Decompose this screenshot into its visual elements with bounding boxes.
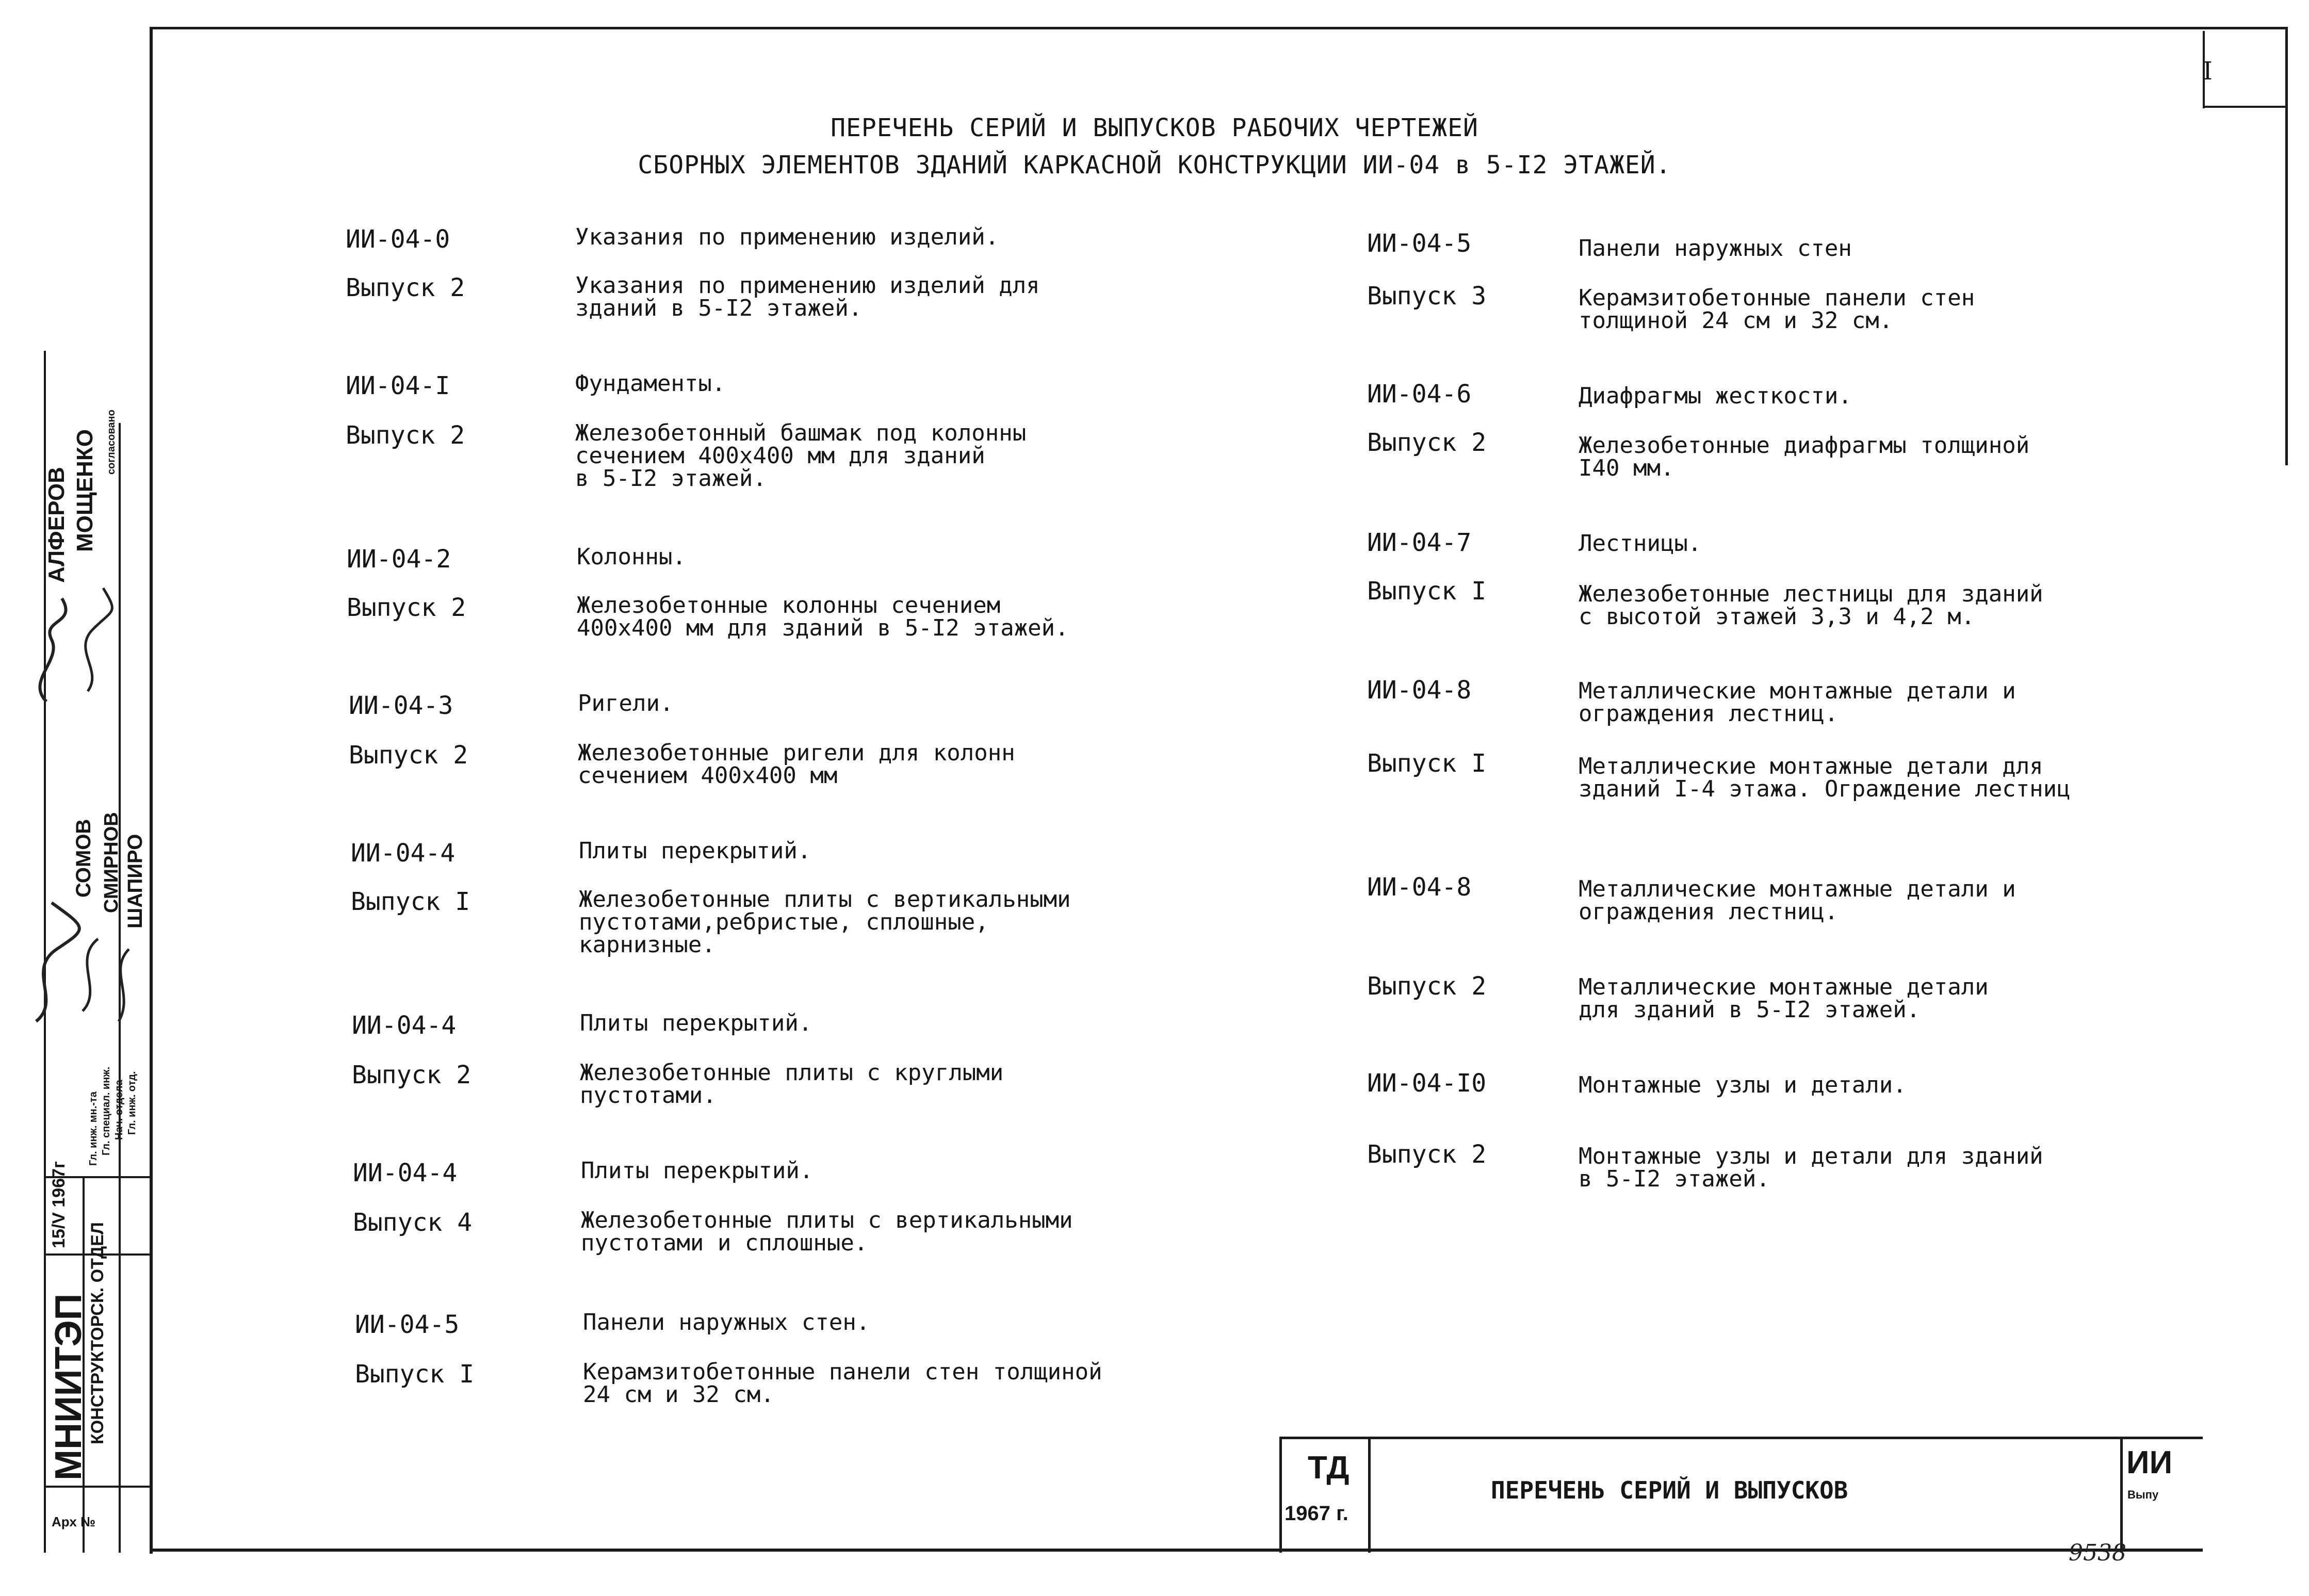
frame-bottom (150, 1549, 2203, 1552)
left-code: Выпуск 2 (347, 593, 466, 622)
side-name: МОЩЕНКО (72, 429, 97, 552)
right-desc: Металлические монтажные детали и ограждения лестниц. (1579, 876, 2016, 925)
right-desc: Железобетонные диафрагмы толщиной I40 мм. (1579, 432, 2030, 481)
left-desc: Железобетонные плиты с вертикальными пустотами,ребристые, сплошные, карнизные. (579, 886, 1071, 958)
right-desc: Керамзитобетонные панели стен толщиной 24 см и 32 см. (1579, 285, 1975, 334)
right-code: Выпуск 2 (1367, 1140, 1487, 1169)
side-role: Нач. отдела (113, 1080, 125, 1140)
left-desc: Панели наружных стен. (583, 1309, 870, 1336)
left-desc: Железобетонные ригели для колонн сечением 400х400 мм (578, 740, 1015, 789)
document-title-line1: ПЕРЕЧЕНЬ СЕРИЙ И ВЫПУСКОВ РАБОЧИХ ЧЕРТЕЖЕЙ (831, 113, 1478, 142)
stamp-title: ПЕРЕЧЕНЬ СЕРИЙ И ВЫПУСКОВ (1491, 1476, 1848, 1504)
left-desc: Ригели. (578, 690, 674, 716)
side-name: АЛФЕРОВ (44, 467, 69, 583)
right-code: ИИ-04-5 (1367, 229, 1472, 258)
right-desc: Монтажные узлы и детали. (1579, 1072, 1907, 1098)
right-desc: Железобетонные лестницы для зданий с высотой этажей 3,3 и 4,2 м. (1579, 581, 2043, 630)
right-code: ИИ-04-8 (1367, 873, 1472, 902)
left-desc: Плиты перекрытий. (581, 1158, 814, 1184)
side-agreed: согласовано (106, 410, 117, 475)
left-desc: Железобетонные колонны сечением 400х400 мм для зданий в 5-I2 этажей. (577, 592, 1069, 641)
left-desc: Керамзитобетонные панели стен толщиной 24 см и 32 см. (583, 1359, 1102, 1408)
right-code: ИИ-04-I0 (1367, 1069, 1487, 1098)
left-desc: Железобетонные плиты с круглыми пустотами. (580, 1060, 1004, 1109)
right-code: Выпуск I (1367, 749, 1487, 778)
side-arch-label: Арх № (52, 1514, 95, 1529)
right-code: Выпуск 2 (1367, 428, 1487, 457)
signature-marks (15, 567, 155, 1042)
left-code: ИИ-04-4 (351, 839, 456, 868)
right-desc: Лестницы. (1579, 530, 1702, 557)
stamp-org: ТД (1308, 1450, 1349, 1486)
left-desc: Указания по применению изделий. (575, 224, 999, 250)
left-code: Выпуск 2 (349, 741, 468, 770)
stamp-left-line (1279, 1437, 1282, 1553)
sheet-box-bottom (2203, 106, 2288, 108)
right-desc: Панели наружных стен (1579, 235, 1852, 262)
side-role: Гл. инж. мн.-та (88, 1092, 99, 1166)
side-dept: КОНСТРУКТОРСК. ОТДЕЛ (88, 1222, 107, 1444)
side-date: 15/V 1967г (49, 1161, 69, 1248)
left-code: Выпуск 2 (346, 273, 465, 302)
footer-number: 9538 (2069, 1540, 2126, 1566)
right-code: Выпуск 3 (1367, 282, 1487, 311)
stamp-divider-2 (2120, 1437, 2123, 1553)
left-code: Выпуск 2 (346, 421, 465, 450)
right-desc: Металлические монтажные детали для зданий I-4 этажа. Ограждение лестниц (1579, 753, 2071, 802)
stamp-issue-abbr: Выпу (2127, 1488, 2159, 1501)
left-desc: Колонны. (577, 544, 686, 570)
left-code: ИИ-04-5 (355, 1310, 460, 1339)
left-code: ИИ-04-0 (346, 225, 450, 254)
left-desc: Плиты перекрытий. (579, 838, 811, 864)
left-code: ИИ-04-4 (353, 1159, 458, 1187)
side-name: СОМОВ (72, 819, 95, 898)
left-desc: Железобетонные плиты с вертикальными пустотами и сплошные. (581, 1207, 1073, 1256)
left-code: Выпуск 2 (352, 1061, 471, 1089)
side-line (44, 1486, 152, 1488)
right-desc: Металлические монтажные детали для зданий в 5-I2 этажей. (1579, 974, 1989, 1023)
right-code: Выпуск I (1367, 577, 1487, 606)
left-desc: Указания по применению изделий для зданий в 5-I2 этажей. (575, 272, 1040, 321)
left-code: ИИ-04-I (346, 371, 450, 400)
right-desc: Диафрагмы жесткости. (1579, 383, 1852, 409)
left-code: ИИ-04-3 (349, 691, 453, 720)
right-desc: Монтажные узлы и детали для зданий в 5-I2 этажей. (1579, 1143, 2043, 1192)
left-code: Выпуск I (355, 1360, 475, 1389)
stamp-top-line (1279, 1437, 2203, 1439)
left-desc: Железобетонный башмак под колонны сечением 400х400 мм для зданий в 5-I2 этажей. (575, 420, 1027, 492)
side-org: МНИИТЭП (48, 1293, 89, 1480)
document-title-line2: СБОРНЫХ ЭЛЕМЕНТОВ ЗДАНИЙ КАРКАСНОЙ КОНСТРУКЦИИ ИИ-04 в 5-I2 ЭТАЖЕЙ. (638, 151, 1671, 180)
left-code: ИИ-04-2 (347, 545, 451, 574)
right-code: Выпуск 2 (1367, 972, 1487, 1001)
left-code: Выпуск 4 (353, 1208, 473, 1237)
right-code: ИИ-04-7 (1367, 528, 1472, 557)
side-role: Гл. специал. инж. (101, 1066, 112, 1155)
left-desc: Плиты перекрытий. (580, 1010, 812, 1036)
frame-right (2285, 27, 2288, 465)
side-name: СМИРНОВ (101, 812, 122, 913)
left-desc: Фундаменты. (575, 370, 726, 397)
side-name: ШАПИРО (124, 834, 147, 929)
frame-top (150, 27, 2285, 29)
left-code: Выпуск I (351, 887, 470, 916)
side-role: Гл. инж. отд. (126, 1071, 138, 1135)
right-code: ИИ-04-8 (1367, 676, 1472, 705)
stamp-series: ИИ (2126, 1445, 2173, 1480)
stamp-divider-1 (1368, 1437, 1371, 1553)
right-desc: Металлические монтажные детали и ограждения лестниц. (1579, 678, 2016, 727)
right-code: ИИ-04-6 (1367, 380, 1472, 409)
left-code: ИИ-04-4 (352, 1011, 457, 1040)
stamp-year: 1967 г. (1284, 1502, 1348, 1525)
sheet-number: I (2203, 57, 2213, 86)
